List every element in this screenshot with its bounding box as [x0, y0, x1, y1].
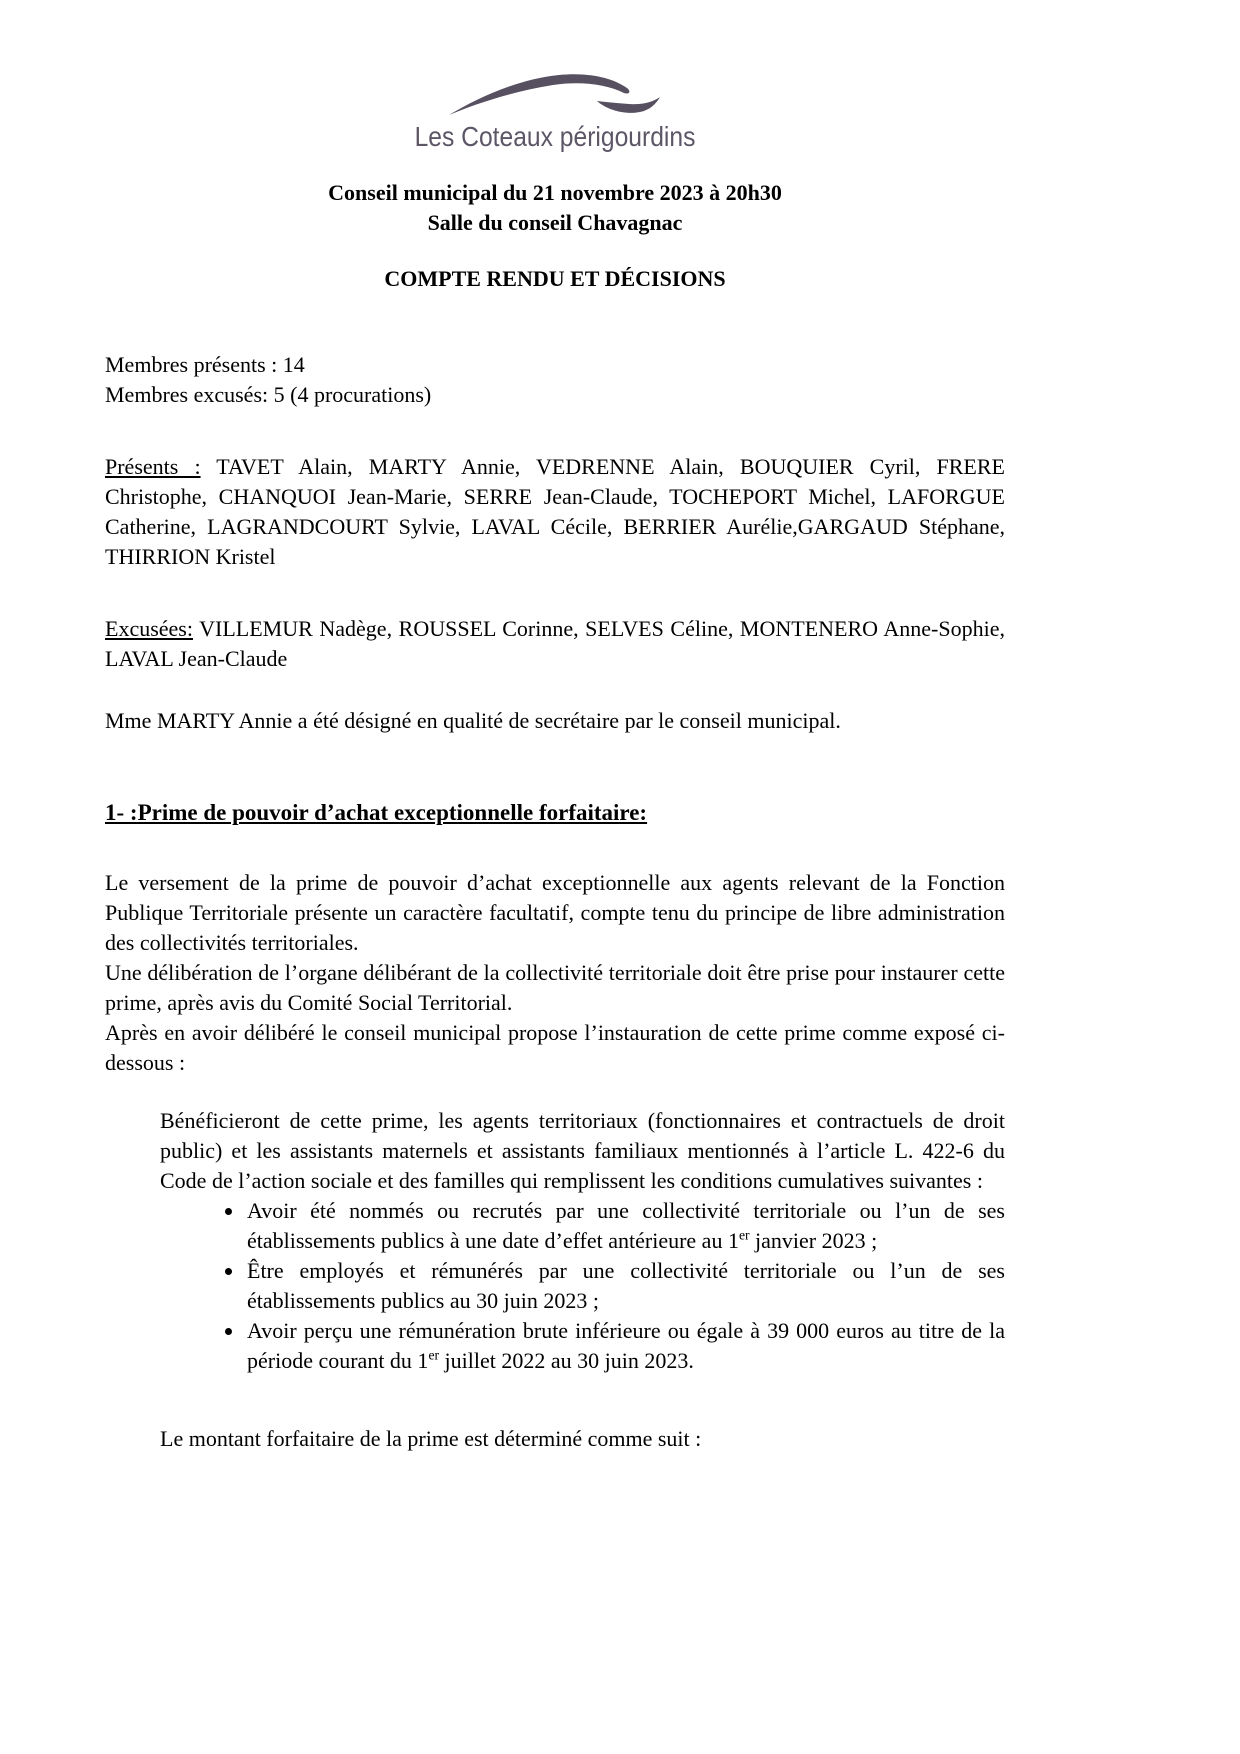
paragraph-proposition: Après en avoir délibéré le conseil municipal propose l’instauration de cette prime comme exposé ci-dessous : [105, 1020, 1005, 1075]
section-body [105, 868, 1005, 1078]
excused-paragraph [105, 614, 1005, 674]
meeting-title: Conseil municipal du 21 novembre 2023 à 20h30 [328, 180, 782, 205]
paragraph-deliberation: Une délibération de l’organe délibérant de la collectivité territoriale doit être prise pour instaurer cette prime, après avis du Comité Social Territorial. [105, 960, 1005, 1015]
bullet-item-nomination [245, 1196, 1005, 1256]
bullet-text-pre: Avoir été nommés ou recrutés par une collectivité territoriale ou l’un de ses établissements publics à une date d’effet antérieure au 1 [247, 1198, 1005, 1253]
presents-names: TAVET Alain, MARTY Annie, VEDRENNE Alain, BOUQUIER Cyril, FRERE Christophe, CHANQUOI Jean-Marie, SERRE Jean-Claude, TOCHEPORT Michel, LAFORGUE Catherine, LAGRANDCOURT Sylvie, LAVAL Cécile, BERRIER Aurélie,GARGAUD Stéphane, THIRRION Kristel [105, 454, 1005, 569]
meeting-room: Salle du conseil Chavagnac [427, 210, 683, 235]
presents-label: Présents : [105, 454, 201, 479]
bullet-text-post: janvier 2023 ; [749, 1228, 878, 1253]
brand-logo [105, 70, 1005, 152]
closing-line: Le montant forfaitaire de la prime est déterminé comme suit : [160, 1426, 702, 1451]
brand-logo-icon [447, 70, 663, 122]
document-title: COMPTE RENDU ET DÉCISIONS [384, 266, 726, 291]
brand-name: Les Coteaux périgourdins [414, 121, 696, 152]
excused-names: VILLEMUR Nadège, ROUSSEL Corinne, SELVES Céline, MONTENERO Anne-Sophie, LAVAL Jean-Claude [105, 616, 1005, 671]
excused-count: Membres excusés: 5 (4 procurations) [105, 382, 432, 407]
present-count: Membres présents : 14 [105, 352, 305, 377]
secretary-note: Mme MARTY Annie a été désigné en qualité de secrétaire par le conseil municipal. [105, 708, 841, 733]
bullet-text-pre: Être employés et rémunérés par une collectivité territoriale ou l’un de ses établissements publics au 30 juin 2023 ; [247, 1258, 1005, 1313]
presents-paragraph [105, 452, 1005, 572]
section-heading: 1- :Prime de pouvoir d’achat exceptionnelle forfaitaire: [105, 800, 648, 825]
ordinal-superscript: er [428, 1347, 440, 1363]
paragraph-versement: Le versement de la prime de pouvoir d’achat exceptionnelle aux agents relevant de la Fonction Publique Territoriale présente un caractère facultatif, compte tenu du principe de libre administration des collectivités territoriales. [105, 870, 1005, 955]
bullet-item-emploi [245, 1256, 1005, 1316]
bullet-text-pre: Avoir perçu une rémunération brute inférieure ou égale à 39 000 euros au titre de la période courant du 1 [247, 1318, 1005, 1373]
bullet-text-post: juillet 2022 au 30 juin 2023. [439, 1348, 694, 1373]
bullet-item-remuneration [245, 1316, 1005, 1376]
ordinal-superscript: er [738, 1227, 750, 1243]
beneficiaries-paragraph: Bénéficieront de cette prime, les agents territoriaux (fonctionnaires et contractuels de droit public) et les assistants maternels et assistants familiaux mentionnés à l’article L. 422-6 du Code de l’action sociale et des familles qui remplissent les conditions cumulatives suivantes : [160, 1108, 1005, 1193]
excused-label: Excusées: [105, 616, 193, 641]
attendance-counts [105, 350, 1005, 410]
conditions-bullet-list [160, 1196, 1005, 1376]
